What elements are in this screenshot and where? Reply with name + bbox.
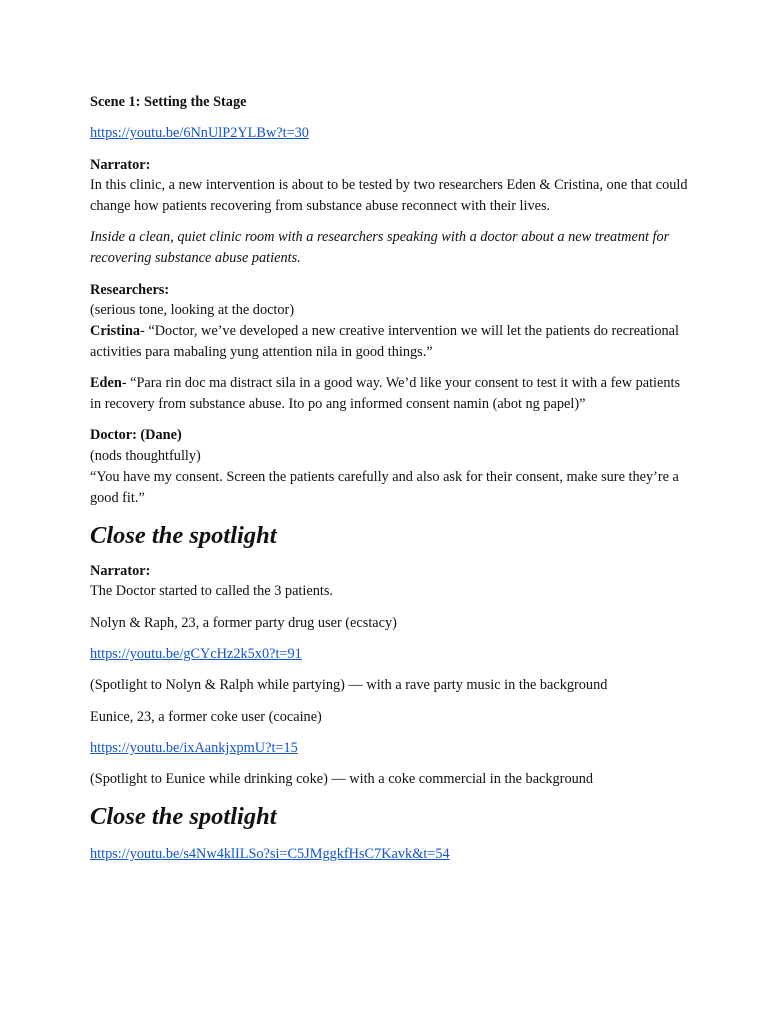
video-link-1[interactable]: https://youtu.be/6NnUlP2YLBw?t=30 xyxy=(90,125,309,142)
doctor-label: Doctor: (Dane) xyxy=(90,427,182,444)
spotlight-2: (Spotlight to Eunice while drinking coke) — with a coke commercial in the background xyxy=(90,771,594,788)
narrator2-text: The Doctor started to called the 3 patients. xyxy=(90,583,333,600)
patient-1: Nolyn & Raph, 23, a former party drug user (ecstacy) xyxy=(90,614,397,631)
scene-title: Scene 1: Setting the Stage xyxy=(90,94,247,110)
patient-2: Eunice, 23, a former coke user (cocaine) xyxy=(90,708,322,725)
eden-line: - “Para rin doc ma distract sila in a good way. We’d like your consent to test it with a few patients in recovery from substance abuse. Ito po ang informed consent namin (abot ng papel)” xyxy=(90,375,681,413)
cristina-dialogue xyxy=(90,321,690,363)
video-link-4[interactable]: https://youtu.be/s4Nw4klILSo?si=C5JMggkfHsC7Kavk&t=54 xyxy=(90,845,450,862)
researchers-direction: (serious tone, looking at the doctor) xyxy=(90,302,295,319)
narrator-text: In this clinic, a new intervention is about to be tested by two researchers Eden & Cristina, one that could change how patients recovering from substance abuse reconnect with their lives. xyxy=(90,177,688,215)
section-heading-1: Close the spotlight xyxy=(90,521,277,549)
narrator2-label: Narrator: xyxy=(90,562,151,579)
researchers-label: Researchers: xyxy=(90,281,170,298)
document-page xyxy=(90,92,690,865)
video-link-3[interactable]: https://youtu.be/ixAankjxpmU?t=15 xyxy=(90,739,298,756)
cristina-line: - “Doctor, we’ve developed a new creative intervention we will let the patients do recreational activities para mabaling yung attention nila in good things.” xyxy=(90,323,679,360)
cristina-name: Cristina xyxy=(90,323,141,340)
doctor-direction: (nods thoughtfully) xyxy=(90,448,201,465)
stage-direction: Inside a clean, quiet clinic room with a researchers speaking with a doctor about a new treatment for recovering substance abuse patients. xyxy=(90,229,670,267)
spotlight-1: (Spotlight to Nolyn & Ralph while partying) — with a rave party music in the background xyxy=(90,677,608,694)
narrator-label: Narrator: xyxy=(90,156,151,173)
eden-dialogue xyxy=(90,373,690,415)
video-link-2[interactable]: https://youtu.be/gCYcHz2k5x0?t=91 xyxy=(90,645,302,662)
eden-name: Eden xyxy=(90,375,122,392)
section-heading-2: Close the spotlight xyxy=(90,802,277,830)
doctor-line: “You have my consent. Screen the patients carefully and also ask for their consent, make sure they’re a good fit.” xyxy=(90,468,679,506)
